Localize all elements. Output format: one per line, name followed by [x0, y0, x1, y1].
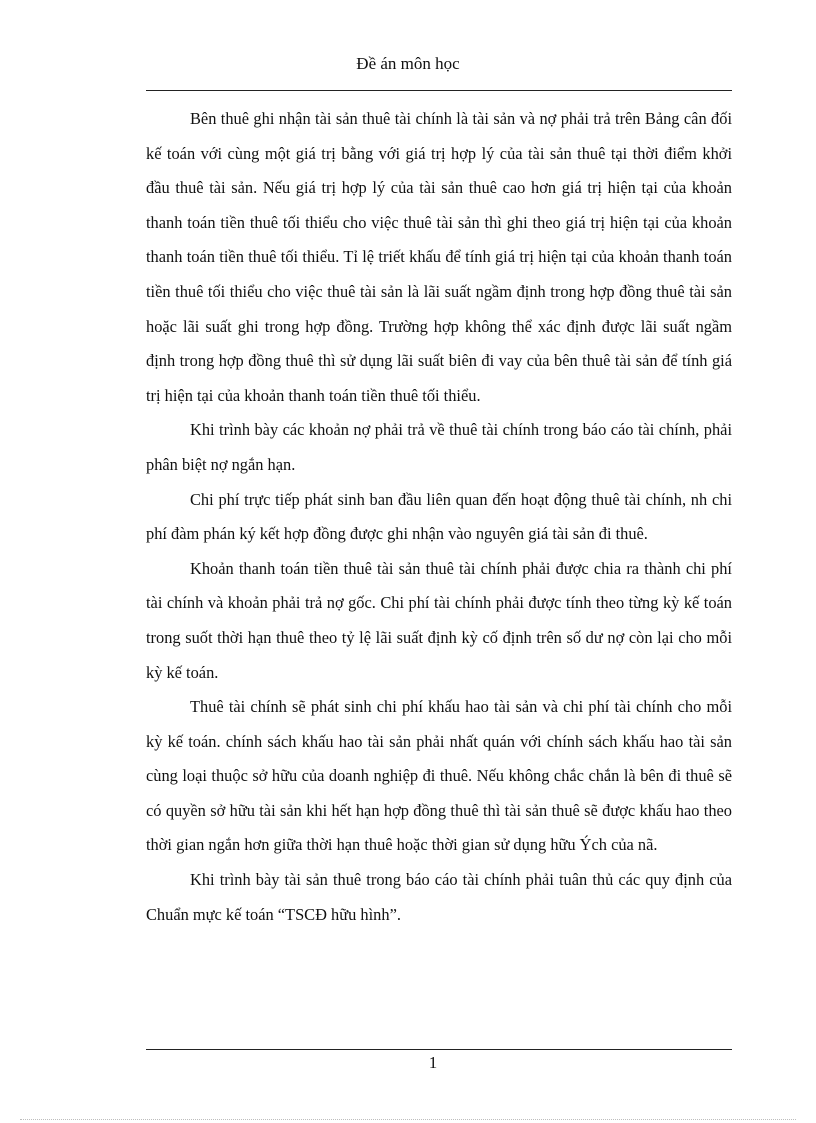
paragraph-initial-direct-costs: Chi phí trực tiếp phát sinh ban đầu liên quan đến hoạt động thuê tài chính, nh chi phí đàm phán ký kết hợp đồng được ghi nhận vào nguyên giá tài sản đi thuê. — [146, 489, 732, 544]
page-number: 1 — [428, 1053, 438, 1072]
paragraph-finance-lease-recognition: Bên thuê ghi nhận tài sản thuê tài chính là tài sản và nợ phải trả trên Bảng cân đối kế toán với cùng một giá trị bằng với giá trị hợp lý của tài sản thuê tại thời điểm khởi đầu thuê tài sản. Nếu giá trị hợp lý của tài sản thuê cao hơn giá trị hiện tại của khoản thanh toán tiền thuê tối thiểu cho việc thuê tài sản thì ghi theo giá trị hiện tại của khoản thanh toán tiền thuê tối thiểu. Tỉ lệ triết khấu để tính giá trị hiện tại của khoản thanh toán tiền thuê tối thiểu cho việc thuê tài sản là lãi suất ngầm định trong hợp đồng thuê tài sản hoặc lãi suất ghi trong hợp đồng. Trường hợp không thể xác định được lãi suất ngầm định trong hợp đồng thuê thì sử dụng lãi suất biên đi vay của bên thuê tài sản để tính giá trị hiện tại của khoản thanh toán tiền thuê tối thiểu. — [146, 109, 732, 405]
paragraph-lease-payments: Khoản thanh toán tiền thuê tài sản thuê tài chính phải được chia ra thành chi phí tài chính và khoản phải trả nợ gốc. Chi phí tài chính phải được tính theo từng kỳ kế toán trong suốt thời hạn thuê theo tỷ lệ lãi suất định kỳ cố định trên số dư nợ còn lại cho mỗi kỳ kế toán. — [146, 558, 732, 682]
paragraph-asset-presentation: Khi trình bày tài sản thuê trong báo cáo tài chính phải tuân thủ các quy định của Chuẩn mực kế toán “TSCĐ hữu hình”. — [146, 870, 732, 924]
footer-divider — [146, 1049, 732, 1050]
header-divider — [146, 90, 732, 91]
paragraph-liability-presentation: Khi trình bày các khoản nợ phải trả về thuê tài chính trong báo cáo tài chính, phải phân biệt nợ ngắn hạn. — [146, 420, 732, 474]
paragraph-depreciation: Thuê tài chính sẽ phát sinh chi phí khấu hao tài sản và chi phí tài chính cho mỗi kỳ kế toán. chính sách khấu hao tài sản phải nhất quán với chính sách khấu hao tài sản cùng loại thuộc sở hữu của doanh nghiệp đi thuê. Nếu không chắc chắn là bên đi thuê sẽ có quyền sở hữu tài sản khi hết hạn hợp đồng thuê thì tài sản thuê sẽ được khấu hao theo thời gian ngắn hơn giữa thời hạn thuê hoặc thời gian sử dụng hữu Ých của nã. — [146, 697, 732, 855]
page-bottom-border — [20, 1119, 796, 1120]
document-body — [146, 102, 732, 932]
page-header-title: Đề án môn học — [356, 54, 460, 73]
